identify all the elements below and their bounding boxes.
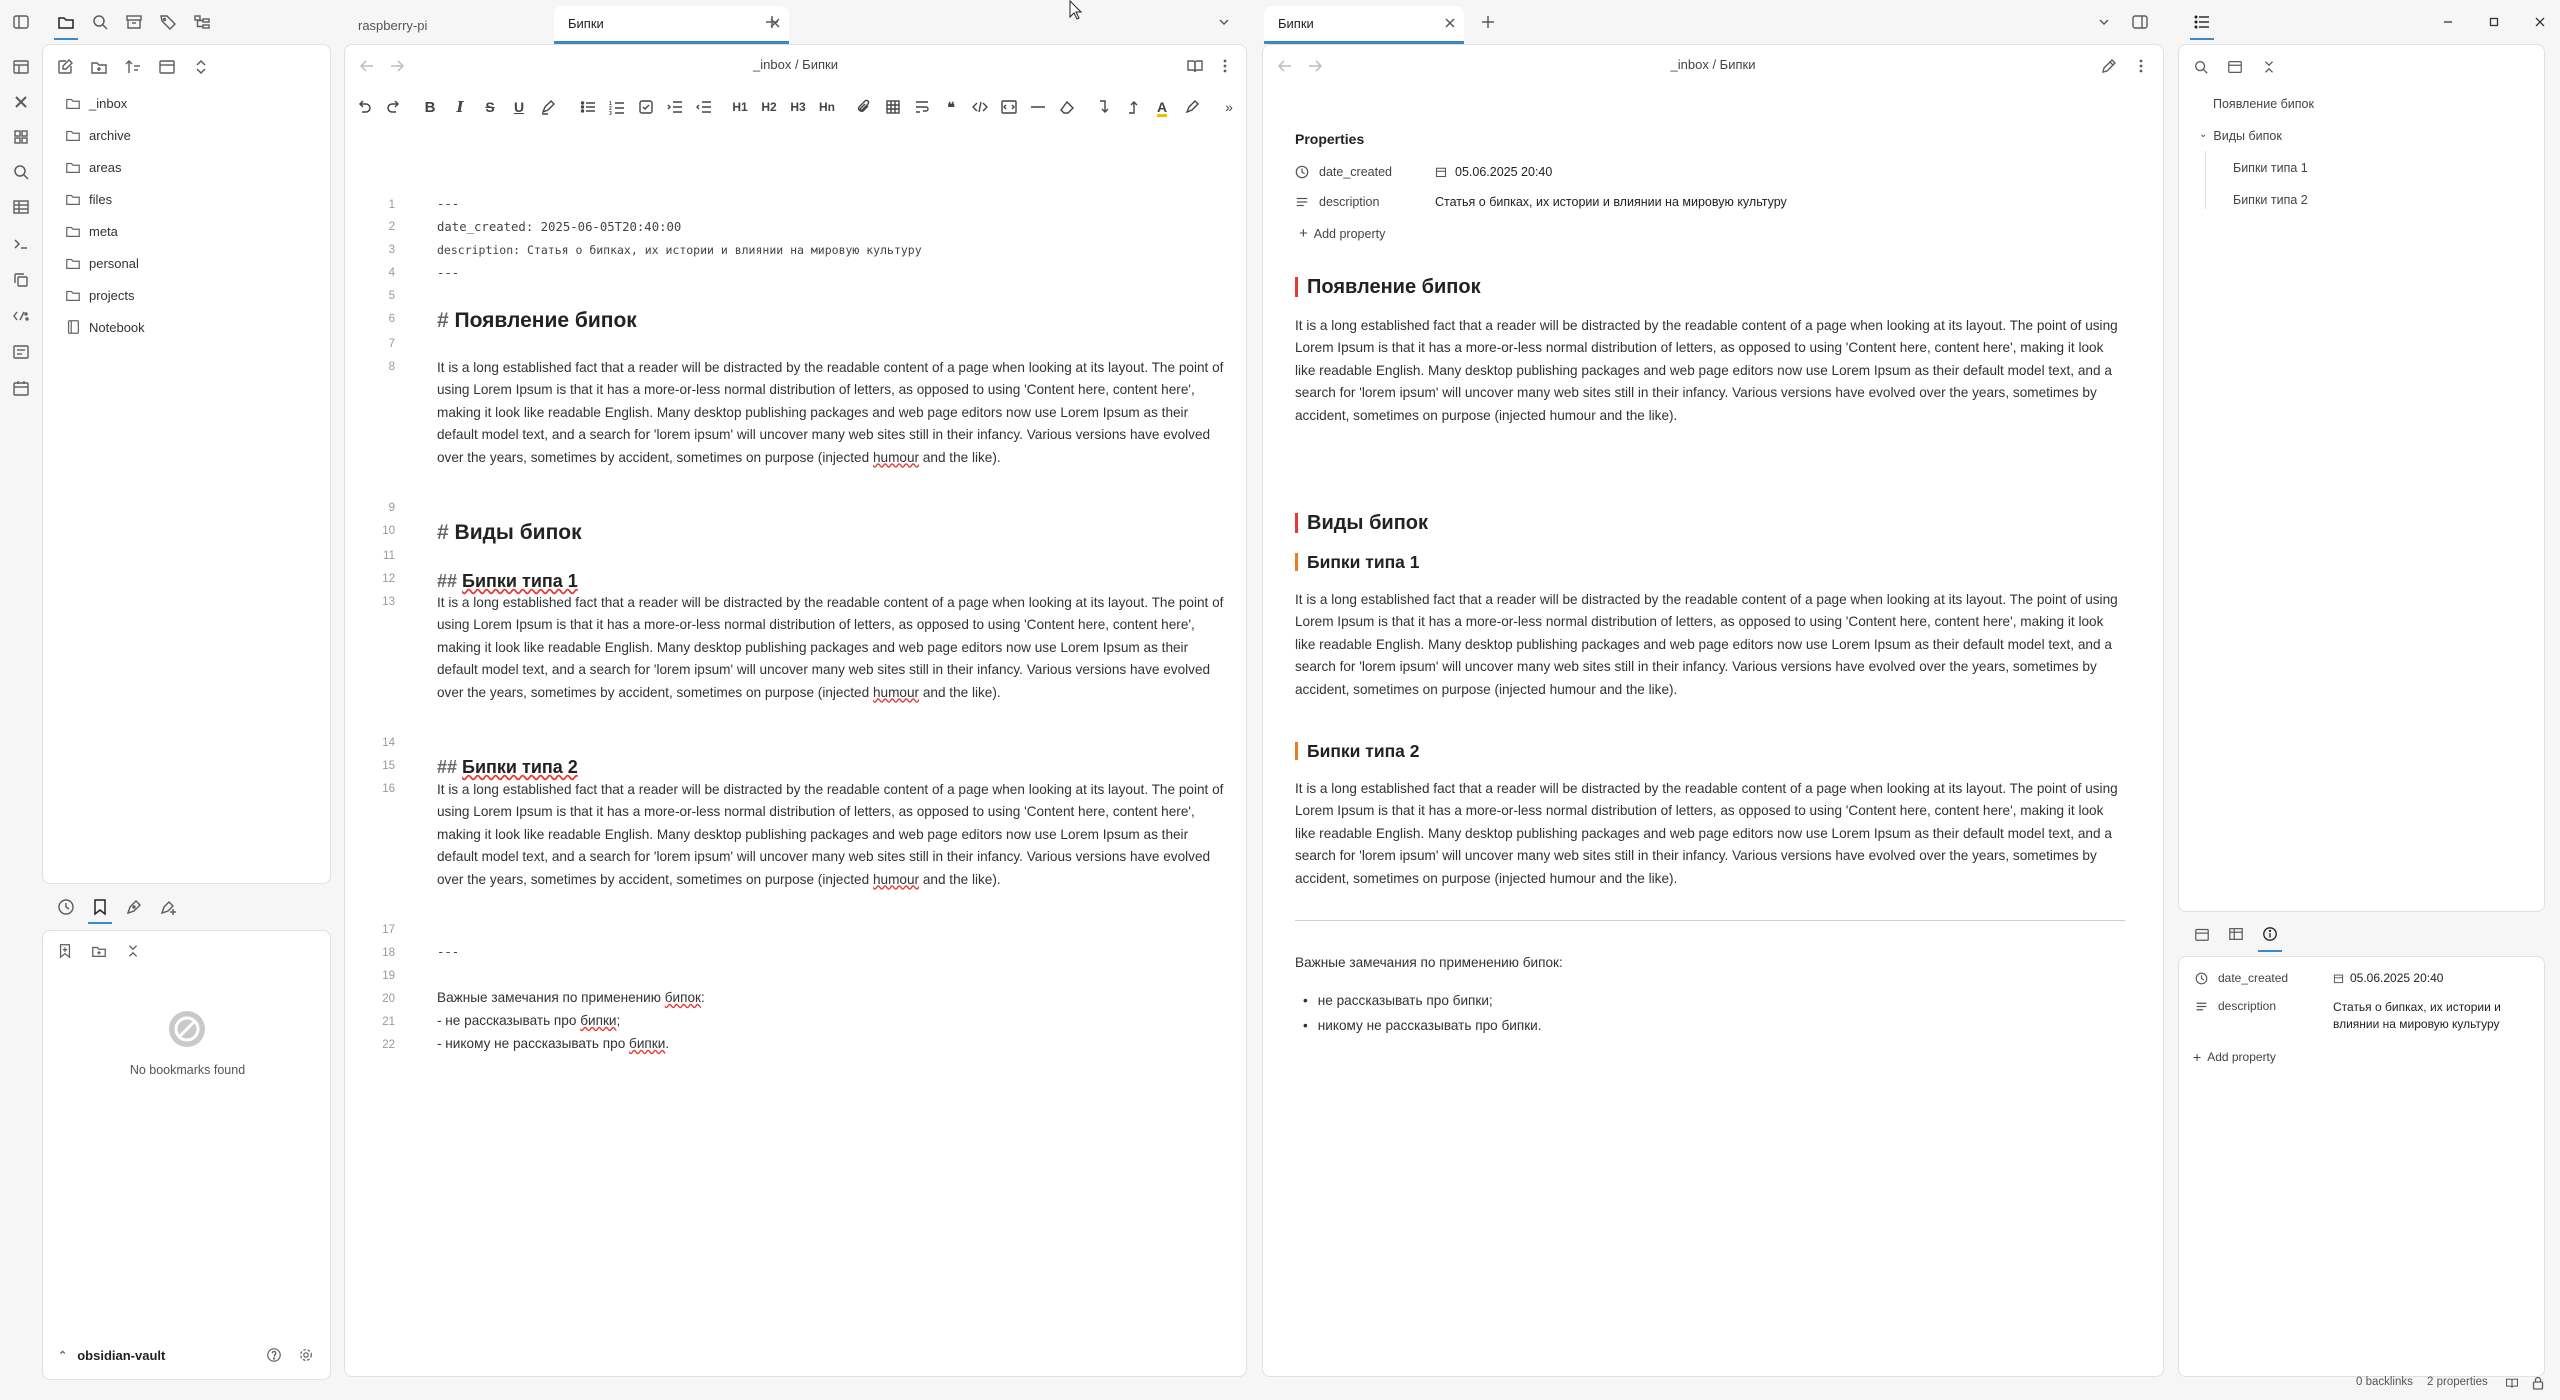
tools-icon[interactable] — [9, 90, 33, 114]
right-sidebar-toggle-icon[interactable] — [2130, 12, 2150, 32]
calendar-icon[interactable] — [9, 376, 33, 400]
table-icon[interactable] — [9, 195, 33, 219]
text-lines-icon — [1295, 195, 1309, 209]
list-text: не рассказывать про бипки; — [1317, 993, 1493, 1008]
attachment-icon[interactable] — [853, 96, 875, 118]
clock-icon — [2195, 972, 2208, 985]
code-percent-icon[interactable] — [9, 304, 33, 328]
heading-n-icon[interactable]: Hn — [819, 100, 835, 114]
svg-text:3: 3 — [609, 111, 612, 115]
help-icon[interactable] — [264, 1345, 284, 1365]
heading-marker: ## — [437, 571, 458, 591]
editor-pane — [344, 44, 1247, 1377]
properties-title: Properties — [1295, 131, 1365, 147]
numbered-list-icon[interactable] — [606, 96, 628, 118]
list-line — [437, 1036, 669, 1051]
active-tab-indicator — [54, 38, 78, 40]
folder-icon — [65, 159, 81, 175]
template-icon[interactable] — [9, 340, 33, 364]
redo-icon[interactable] — [383, 96, 405, 118]
property-date[interactable] — [2195, 971, 2288, 985]
misspelled-word: humour — [872, 449, 920, 465]
breadcrumb[interactable]: _inbox / Бипки — [753, 57, 838, 72]
notebook-icon — [65, 319, 81, 335]
list-line — [437, 1013, 620, 1028]
new-group-icon[interactable] — [87, 939, 111, 963]
misspelled-word: бипки — [629, 1036, 666, 1051]
lock-icon[interactable] — [2530, 1375, 2546, 1391]
indent-icon[interactable] — [664, 96, 686, 118]
paragraph — [437, 592, 1227, 704]
property-value: Статья о бипках, их истории и влиянии на мировую культуру — [1435, 195, 1787, 209]
frontmatter-close: --- — [437, 266, 460, 280]
tags-icon[interactable] — [156, 10, 180, 34]
highlighter-icon[interactable] — [537, 96, 559, 118]
line-number: 13 — [382, 596, 395, 608]
property-description-value[interactable]: Статья о бипках, их истории и влиянии на мировую культуру — [2333, 1000, 2501, 1031]
underline-icon[interactable]: U — [513, 99, 525, 115]
bookmark-icon[interactable] — [88, 895, 112, 919]
calendar-icon — [1435, 166, 1447, 178]
active-tab-indicator — [2258, 950, 2282, 952]
list-text: ; — [616, 1013, 621, 1028]
reading-view-icon[interactable] — [1183, 54, 1207, 78]
heading-2: Бипки типа 2 — [1295, 742, 1420, 760]
add-property-label: Add property — [1313, 226, 1386, 241]
tab-list-chevron-icon[interactable] — [2094, 12, 2114, 32]
line-number: 6 — [388, 313, 395, 325]
right-tab-bar — [1262, 0, 2162, 44]
property-value: 05.06.2025 20:40 — [2350, 971, 2444, 985]
para-text: and the like). — [919, 449, 1001, 465]
left-sidebar-tabs — [42, 0, 331, 44]
outline-guide — [2205, 151, 2206, 209]
calendar-tab-icon[interactable] — [2190, 922, 2214, 946]
notebook-item[interactable] — [59, 313, 319, 341]
file-properties-pane — [2178, 956, 2545, 1377]
line-number: 2 — [388, 221, 395, 233]
file-explorer-icon[interactable] — [54, 10, 78, 34]
bullet-list-icon[interactable] — [577, 96, 599, 118]
text-lines-icon — [2195, 1000, 2208, 1013]
mouse-cursor-icon — [1069, 0, 1083, 20]
paragraph: It is a long established fact that a reader will be distracted by the readable content of a page when looking at its layout. The point of using Lorem Ipsum is that it has a more-or-less normal distribution of letters, as opposed to using 'Content here, content here', making it look like readable English. Many desktop publishing packages and web page editors now use Lorem Ipsum as their default model text, and a search for 'lorem ipsum' will uncover many web sites still in their infancy. Various versions have evolved over the years, sometimes by accident, sometimes on purpose (injected humour and the like). — [1295, 781, 2118, 886]
pen-icon[interactable] — [122, 895, 146, 919]
horizontal-rule — [1295, 920, 2125, 921]
vault-switcher[interactable] — [42, 1338, 331, 1372]
undo-icon[interactable] — [353, 96, 375, 118]
archive-icon[interactable] — [122, 10, 146, 34]
collapse-all-icon[interactable] — [2257, 55, 2281, 79]
tab-label: raspberry-pi — [358, 17, 428, 33]
code-icon[interactable] — [969, 96, 991, 118]
folder-files[interactable] — [59, 185, 319, 213]
folder-label: meta — [89, 223, 118, 239]
outline-item-h2[interactable]: Бипки типа 2 — [2233, 193, 2308, 207]
formatting-toolbar — [353, 89, 1246, 125]
table-tab-icon[interactable] — [2224, 922, 2248, 946]
notes-text: Важные замечания по применению — [437, 990, 665, 1005]
bookmarks-list — [42, 930, 331, 1380]
para-text: and the like). — [919, 684, 1001, 700]
line-number: 17 — [382, 924, 395, 936]
quote-icon[interactable]: ❝ — [947, 98, 955, 115]
tree-icon[interactable] — [190, 10, 214, 34]
heading-text: Появление бипок — [454, 309, 637, 332]
sidebar-toggle-icon[interactable] — [9, 10, 33, 34]
folder-label: projects — [89, 287, 135, 303]
active-tab-indicator — [88, 922, 112, 924]
line-up-icon[interactable] — [1122, 96, 1144, 118]
line-number: 16 — [382, 783, 395, 795]
line-down-icon[interactable] — [1093, 96, 1115, 118]
reading-pane — [1262, 44, 2164, 1377]
heading3-icon[interactable]: H3 — [790, 100, 806, 114]
editor-header — [345, 45, 1246, 87]
expand-icon[interactable] — [2223, 55, 2247, 79]
paragraph: It is a long established fact that a reader will be distracted by the readable content of a page when looking at its layout. The point of using Lorem Ipsum is that it has a more-or-less normal distribution of letters, as opposed to using 'Content here, content here', making it look like readable English. Many desktop publishing packages and web page editors now use Lorem Ipsum as their default model text, and a search for 'lorem ipsum' will uncover many web sites still in their infancy. Various versions have evolved over the years, sometimes by accident, sometimes on purpose (injected humour and the like). — [1295, 592, 2118, 697]
para-text: It is a long established fact that a reader will be distracted by the readable content of a page when looking at its layout. The point of using Lorem Ipsum is that it has a more-or-less normal distribution of letters, as opposed to using 'Content here, content here', making it look like readable English. Many desktop publishing packages and web page editors now use Lorem Ipsum as their default model text, and a search for 'lorem ipsum' will uncover many web sites still in their infancy. Various versions have evolved over the years, sometimes by accident, sometimes on purpose (injected — [437, 595, 1224, 700]
highlight-color-icon[interactable] — [1181, 96, 1203, 118]
folder-icon — [65, 191, 81, 207]
strikethrough-icon[interactable]: S — [485, 99, 495, 115]
heading-2: Бипки типа 1 — [1295, 553, 1420, 571]
list-text: . — [665, 1036, 670, 1051]
misspelled-word: бипки — [580, 1013, 617, 1028]
properties-count[interactable]: 2 properties — [2427, 1376, 2488, 1388]
svg-text:2: 2 — [609, 106, 612, 112]
folder-inbox[interactable] — [59, 89, 319, 117]
frontmatter-open: --- — [437, 197, 460, 211]
minimize-icon[interactable] — [2436, 10, 2460, 34]
folder-icon — [65, 287, 81, 303]
add-property-button[interactable] — [1299, 225, 1385, 242]
paragraph: It is a long established fact that a reader will be distracted by the readable content of a page when looking at its layout. The point of using Lorem Ipsum is that it has a more-or-less normal distribution of letters, as opposed to using 'Content here, content here', making it look like readable English. Many desktop publishing packages and web page editors now use Lorem Ipsum as their default model text, and a search for 'lorem ipsum' will uncover many web sites still in their infancy. Various versions have evolved over the years, sometimes by accident, sometimes on purpose (injected humour and the like). — [1295, 318, 2118, 423]
edit-pencil-icon[interactable] — [2097, 54, 2121, 78]
grid-icon[interactable] — [9, 125, 33, 149]
line-number: 11 — [383, 550, 395, 562]
property-date[interactable] — [1295, 158, 2125, 186]
tab-label: Бипки — [1278, 16, 1314, 31]
text-wrap-icon[interactable] — [911, 96, 933, 118]
tab-label: Бипки — [568, 16, 604, 31]
heading-1: Виды бипок — [1295, 513, 1428, 533]
vault-name: obsidian-vault — [77, 1347, 166, 1363]
reading-header — [1263, 45, 2163, 87]
outline-pane — [2178, 44, 2545, 912]
line-number: 3 — [388, 244, 395, 256]
property-description[interactable] — [1295, 188, 2125, 216]
notes-line: Важные замечания по применению бипок: — [1295, 955, 1563, 970]
bold-icon[interactable]: B — [424, 98, 436, 116]
folder-label: archive — [89, 127, 131, 143]
misspelled-word: humour — [872, 684, 920, 700]
heading-text: Виды бипок — [454, 521, 582, 544]
notes-text: : — [700, 990, 705, 1005]
more-options-icon[interactable] — [2129, 54, 2153, 78]
outline-tab-icon[interactable] — [2190, 10, 2214, 34]
heading-1 — [437, 309, 637, 333]
line-number: 5 — [388, 290, 395, 302]
tab-bipki[interactable] — [554, 6, 789, 44]
folder-label: areas — [89, 159, 122, 175]
line-number: 20 — [382, 993, 395, 1005]
folder-icon — [65, 127, 81, 143]
add-bookmark-icon[interactable] — [53, 939, 77, 963]
more-options-icon[interactable] — [1213, 54, 1237, 78]
folder-archive[interactable] — [59, 121, 319, 149]
bullet-icon: • — [1303, 993, 1308, 1008]
property-key: description — [1319, 195, 1380, 209]
collapse-all-icon[interactable] — [121, 939, 145, 963]
folder-personal[interactable] — [59, 249, 319, 277]
property-key: description — [2218, 999, 2277, 1013]
property-key: date_created — [1319, 165, 1392, 179]
line-number: 18 — [382, 947, 395, 959]
no-bookmarks-icon — [169, 1011, 205, 1047]
new-note-icon[interactable] — [53, 55, 77, 79]
file-explorer — [42, 44, 331, 884]
no-bookmarks-text: No bookmarks found — [129, 1063, 246, 1077]
info-tab-icon[interactable] — [2258, 922, 2282, 946]
line-number: 4 — [388, 267, 395, 279]
folder-icon — [65, 255, 81, 271]
list-text: никому не рассказывать про бипки. — [1317, 1018, 1542, 1033]
backlinks-count[interactable]: 0 backlinks — [2356, 1376, 2413, 1388]
list-text: - никому не рассказывать про — [437, 1036, 630, 1051]
vault-chevron-icon: ⌃ — [58, 1349, 68, 1362]
list-text: - не рассказывать про — [437, 1013, 581, 1028]
paragraph — [437, 779, 1227, 891]
table-insert-icon[interactable] — [882, 96, 904, 118]
line-number: 22 — [382, 1039, 395, 1051]
code-block-icon[interactable] — [998, 96, 1020, 118]
line-number: 21 — [382, 1016, 395, 1028]
heading-text: Бипки типа 2 — [462, 757, 578, 777]
line-number: 14 — [382, 737, 395, 749]
breadcrumb[interactable]: _inbox / Бипки — [1670, 57, 1756, 72]
outline-label: Виды бипок — [2213, 129, 2282, 143]
property-value: 05.06.2025 20:40 — [1455, 165, 1553, 179]
folder-areas[interactable] — [59, 153, 319, 181]
line-number: 10 — [382, 525, 395, 537]
italic-icon[interactable]: I — [456, 98, 464, 116]
add-property-button[interactable] — [2193, 1049, 2276, 1065]
para-text: It is a long established fact that a reader will be distracted by the readable content of a page when looking at its layout. The point of using Lorem Ipsum is that it has a more-or-less normal distribution of letters, as opposed to using 'Content here, content here', making it look like readable English. Many desktop publishing packages and web page editors now use Lorem Ipsum as their default model text, and a search for 'lorem ipsum' will uncover many web sites still in their infancy. Various versions have evolved over the years, sometimes by accident, sometimes on purpose (injected — [437, 360, 1224, 465]
terminal-icon[interactable] — [9, 232, 33, 256]
frontmatter-date: date_created: 2025-06-05T20:40:00 — [437, 220, 682, 234]
active-tab-indicator — [2190, 38, 2214, 40]
horizontal-rule-source: --- — [437, 945, 460, 959]
property-date-value[interactable] — [2333, 971, 2443, 985]
notebook-label: Notebook — [89, 319, 145, 335]
clock-icon — [1295, 165, 1309, 179]
folder-label: personal — [89, 255, 139, 271]
heading1-icon[interactable]: H1 — [732, 100, 748, 114]
eraser-icon[interactable] — [1056, 96, 1078, 118]
line-number: 1 — [388, 199, 395, 211]
auto-reveal-icon[interactable] — [155, 55, 179, 79]
line-number: 15 — [382, 760, 395, 772]
heading-2 — [437, 757, 578, 778]
notes-line — [437, 990, 705, 1005]
heading-marker: # — [437, 521, 449, 544]
new-tab-icon[interactable] — [762, 12, 782, 32]
tab-list-chevron-icon[interactable] — [1214, 12, 1234, 32]
more-toolbar-icon[interactable]: » — [1225, 99, 1233, 115]
plus-icon: + — [2193, 1049, 2202, 1065]
maximize-icon[interactable] — [2482, 10, 2506, 34]
property-description[interactable] — [2195, 999, 2276, 1013]
left-tab-bar — [344, 0, 1244, 44]
layout-icon[interactable] — [9, 55, 33, 79]
list-item — [1303, 993, 1493, 1008]
misspelled-word: бипок — [664, 990, 701, 1005]
plus-icon: + — [1299, 225, 1308, 242]
new-tab-icon[interactable] — [1478, 12, 1498, 32]
property-key: date_created — [2218, 971, 2289, 985]
tab-bipki-reading[interactable] — [1264, 6, 1464, 44]
folder-meta[interactable] — [59, 217, 319, 245]
new-folder-icon[interactable] — [87, 55, 111, 79]
folder-icon — [65, 95, 81, 111]
checklist-icon[interactable] — [635, 96, 657, 118]
reading-mode-icon[interactable] — [2504, 1375, 2520, 1391]
para-text: and the like). — [919, 871, 1001, 887]
bullet-icon: • — [1303, 1018, 1308, 1033]
left-ribbon — [0, 0, 42, 1400]
heading-marker: # — [437, 309, 449, 332]
calendar-icon — [2333, 973, 2344, 984]
paragraph — [437, 357, 1227, 469]
line-number: 12 — [382, 573, 395, 585]
line-number: 9 — [388, 502, 395, 514]
heading-2 — [437, 571, 578, 592]
outline-item-h1[interactable]: Появление бипок — [2213, 97, 2314, 111]
search-icon[interactable] — [9, 160, 33, 184]
settings-gear-icon[interactable] — [296, 1345, 316, 1365]
line-number: 7 — [388, 338, 395, 350]
bookmarks-panel — [42, 884, 331, 1380]
horizontal-rule-icon[interactable] — [1027, 96, 1049, 118]
collapse-all-icon[interactable] — [189, 55, 213, 79]
text-color-icon[interactable]: A — [1156, 99, 1168, 115]
line-number: 8 — [388, 361, 395, 373]
list-item — [1303, 1018, 1542, 1033]
heading-1 — [437, 521, 582, 545]
copy-icon[interactable] — [9, 268, 33, 292]
add-property-label: Add property — [2207, 1050, 2276, 1064]
line-number: 19 — [382, 970, 395, 982]
tab-raspberry-pi[interactable] — [344, 6, 554, 44]
close-window-icon[interactable] — [2528, 10, 2552, 34]
chevron-down-icon[interactable]: ⌄ — [2199, 129, 2208, 140]
heading-1: Появление бипок — [1295, 277, 1481, 297]
para-text: It is a long established fact that a reader will be distracted by the readable content of a page when looking at its layout. The point of using Lorem Ipsum is that it has a more-or-less normal distribution of letters, as opposed to using 'Content here, content here', making it look like readable English. Many desktop publishing packages and web page editors now use Lorem Ipsum as their default model text, and a search for 'lorem ipsum' will uncover many web sites still in their infancy. Various versions have evolved over the years, sometimes by accident, sometimes on purpose (injected — [437, 782, 1224, 887]
outdent-icon[interactable] — [693, 96, 715, 118]
folder-label: _inbox — [89, 95, 128, 111]
svg-text:1: 1 — [609, 101, 612, 107]
close-tab-icon[interactable] — [1444, 17, 1456, 29]
sort-icon[interactable] — [121, 55, 145, 79]
outline-item-h1[interactable] — [2199, 129, 2282, 143]
frontmatter-description: description: Статья о бипках, их истории и влиянии на мировую культуру — [437, 243, 922, 257]
folder-label: files — [89, 191, 113, 207]
pen-add-icon[interactable] — [156, 895, 180, 919]
folder-projects[interactable] — [59, 281, 319, 309]
heading2-icon[interactable]: H2 — [761, 100, 777, 114]
outline-item-h2[interactable]: Бипки типа 1 — [2233, 161, 2308, 175]
misspelled-word: humour — [872, 871, 920, 887]
heading-marker: ## — [437, 757, 458, 777]
search-icon[interactable] — [2189, 55, 2213, 79]
heading-text: Бипки типа 1 — [462, 571, 578, 591]
recent-icon[interactable] — [54, 895, 78, 919]
search-icon[interactable] — [88, 10, 112, 34]
folder-icon — [65, 223, 81, 239]
